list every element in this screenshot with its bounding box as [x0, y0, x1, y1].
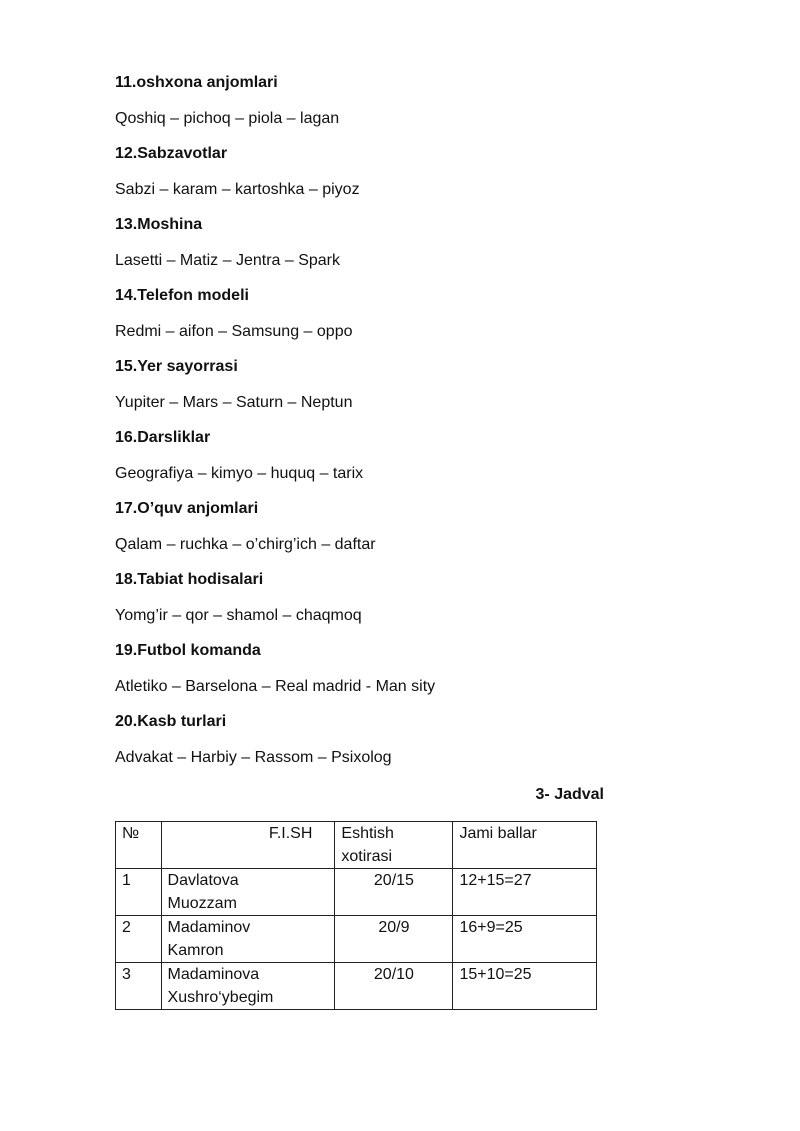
group-words: Yupiter – Mars – Saturn – Neptun	[115, 393, 353, 411]
group-words: Qoshiq – pichoq – piola – lagan	[115, 109, 340, 127]
cell-memory: 20/15	[335, 869, 453, 916]
cell-name	[161, 963, 335, 1010]
header-total	[453, 822, 597, 869]
cell-number: 2	[116, 916, 162, 963]
cell-number: 3	[116, 963, 162, 1010]
header-name	[161, 822, 335, 869]
table-row	[116, 869, 597, 916]
word-group-15	[115, 356, 675, 414]
results-table	[115, 821, 597, 1010]
cell-name-line1: Madaminova	[167, 966, 260, 983]
table-header-row	[116, 822, 597, 869]
cell-name-line1: Madaminov	[167, 919, 251, 936]
header-number-label: №	[122, 825, 140, 842]
table-row	[116, 963, 597, 1010]
header-memory	[335, 822, 453, 869]
word-groups-list	[115, 72, 675, 782]
cell-memory: 20/10	[335, 963, 453, 1010]
group-heading: 12.Sabzavotlar	[115, 145, 228, 162]
cell-number: 1	[116, 869, 162, 916]
group-words: Lasetti – Matiz – Jentra – Spark	[115, 251, 340, 269]
word-group-14	[115, 285, 675, 343]
group-words: Qalam – ruchka – o’chirg’ich – daftar	[115, 535, 376, 553]
header-name-label: F.I.SH	[268, 825, 313, 842]
group-heading: 19.Futbol komanda	[115, 642, 261, 659]
cell-name-line2: Xushro‘ybegim	[167, 989, 274, 1006]
word-group-11	[115, 72, 675, 130]
cell-total: 15+10=25	[453, 963, 597, 1010]
group-words: Redmi – aifon – Samsung – oppo	[115, 322, 353, 340]
word-group-18	[115, 569, 675, 627]
group-heading: 15.Yer sayorrasi	[115, 358, 238, 375]
cell-name-line2: Kamron	[167, 942, 224, 959]
cell-total: 12+15=27	[453, 869, 597, 916]
word-group-13	[115, 214, 675, 272]
group-heading: 16.Darsliklar	[115, 429, 211, 446]
group-heading: 18.Tabiat hodisalari	[115, 571, 264, 588]
cell-name	[161, 916, 335, 963]
header-memory-line2: xotirasi	[341, 848, 393, 865]
group-words: Advakat – Harbiy – Rassom – Psixolog	[115, 748, 392, 766]
word-group-12	[115, 143, 675, 201]
header-memory-line1: Eshtish	[341, 825, 394, 842]
cell-name-line2: Muozzam	[167, 895, 237, 912]
group-words: Yomg’ir – qor – shamol – chaqmoq	[115, 606, 362, 624]
group-heading: 11.oshxona anjomlari	[115, 74, 278, 91]
group-words: Atletiko – Barselona – Real madrid - Man sity	[115, 677, 436, 695]
word-group-19	[115, 640, 675, 698]
header-total-label: Jami ballar	[459, 825, 537, 842]
word-group-17	[115, 498, 675, 556]
group-heading: 13.Moshina	[115, 216, 203, 233]
cell-name	[161, 869, 335, 916]
header-number	[116, 822, 162, 869]
cell-total: 16+9=25	[453, 916, 597, 963]
group-heading: 17.O’quv anjomlari	[115, 500, 259, 517]
cell-name-line1: Davlatova	[167, 872, 239, 889]
table-caption: 3- Jadval	[535, 786, 604, 803]
group-words: Geografiya – kimyo – huquq – tarix	[115, 464, 364, 482]
word-group-16	[115, 427, 675, 485]
group-words: Sabzi – karam – kartoshka – piyoz	[115, 180, 360, 198]
group-heading: 20.Kasb turlari	[115, 713, 227, 730]
table-row	[116, 916, 597, 963]
word-group-20	[115, 711, 675, 769]
cell-memory: 20/9	[335, 916, 453, 963]
group-heading: 14.Telefon modeli	[115, 287, 249, 304]
